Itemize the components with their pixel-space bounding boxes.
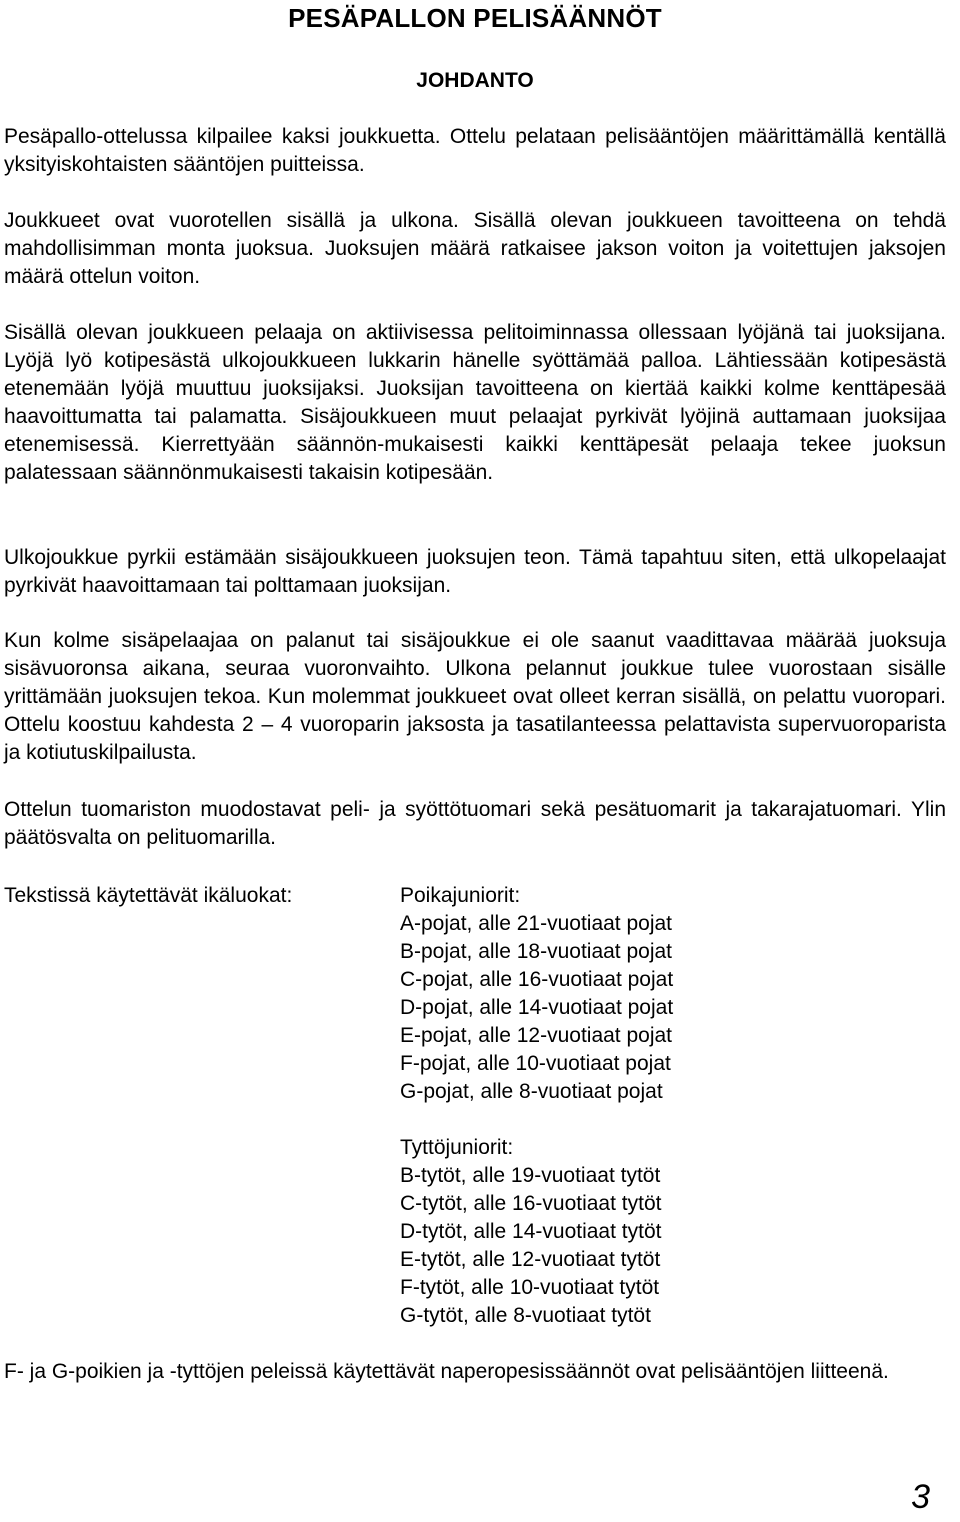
boys-class-item: G-pojat, alle 8-vuotiaat pojat — [400, 1080, 663, 1103]
boys-class-item: B-pojat, alle 18-vuotiaat pojat — [400, 940, 673, 963]
paragraph-innings: Kun kolme sisäpelaajaa on palanut tai sisäjoukkue ei ole saanut vaadittavaa määrää juoksuja sisävuoronsa aikana, seuraa vuoronvaihto. Ulkona pelannut joukkue tulee vuorostaan sisälle yrittämään juoksujen tekoa. Kun molemmat joukkueet ovat olleet kerran sisällä, on pelattu vuoropari. Ottelu koostuu kahdesta 2 – 4 vuoroparin jaksosta ja tasatilanteessa pelattavista supervuoroparista ja kotiutuskilpailusta. — [4, 629, 946, 764]
document-title: PESÄPALLON PELISÄÄNNÖT — [288, 3, 662, 33]
girls-class-item: B-tytöt, alle 19-vuotiaat tytöt — [400, 1164, 661, 1187]
paragraph-batting-team: Sisällä olevan joukkueen pelaaja on aktiivisessa pelitoiminnassa ollessaan lyöjänä tai juoksijana. Lyöjä lyö kotipesästä ulkojoukkueen lukkarin hänelle syöttämää palloa. Lähtiessään kotipesästä etenemään lyöjä muuttuu juoksijaksi. Juoksijan tavoitteena on kiertää kaikki kolme kenttäpesää haavoittumatta tai palamatta. Sisäjoukkueen muut pelaajat pyrkivät lyöjinä auttamaan juoksijaa etenemisessä. Kierrettyään säännön-mukaisesti kaikki kenttäpesät pelaaja tekee juoksun palatessaan säännönmukaisesti takaisin kotipesään. — [4, 321, 946, 484]
girls-class-item: D-tytöt, alle 14-vuotiaat tytöt — [400, 1220, 662, 1243]
paragraph-teams: Joukkueet ovat vuorotellen sisällä ja ulkona. Sisällä olevan joukkueen tavoitteena on tehdä mahdollisimman monta juoksua. Juoksujen määrä ratkaisee jakson voiton ja voitettujen jaksojen määrä ottelun voiton. — [4, 209, 946, 288]
section-heading: JOHDANTO — [416, 69, 534, 92]
girls-class-item: C-tytöt, alle 16-vuotiaat tytöt — [400, 1192, 662, 1215]
girls-class-item: E-tytöt, alle 12-vuotiaat tytöt — [400, 1248, 661, 1271]
page-number: 3 — [911, 1478, 930, 1516]
paragraph-footer-note: F- ja G-poikien ja -tyttöjen peleissä käytettävät naperopesissäännöt ovat pelisääntöjen liitteenä. — [4, 1360, 889, 1383]
age-classes-label: Tekstissä käytettävät ikäluokat: — [4, 884, 293, 907]
boys-class-item: A-pojat, alle 21-vuotiaat pojat — [400, 912, 673, 935]
paragraph-fielding-team: Ulkojoukkue pyrkii estämään sisäjoukkueen juoksujen teon. Tämä tapahtuu siten, että ulkopelaajat pyrkivät haavoittamaan tai polttamaan juoksijan. — [4, 546, 946, 597]
boys-age-group — [400, 882, 673, 1106]
paragraph-umpires: Ottelun tuomariston muodostavat peli- ja syöttötuomari sekä pesätuomarit ja takarajatuomari. Ylin päätösvalta on pelituomarilla. — [4, 798, 946, 849]
paragraph-intro: Pesäpallo-ottelussa kilpailee kaksi joukkuetta. Ottelu pelataan pelisääntöjen määrittämällä kentällä yksityiskohtaisten sääntöjen puitteissa. — [4, 125, 946, 176]
girls-class-item: G-tytöt, alle 8-vuotiaat tytöt — [400, 1304, 651, 1327]
boys-heading: Poikajuniorit: — [400, 884, 521, 907]
boys-class-item: D-pojat, alle 14-vuotiaat pojat — [400, 996, 674, 1019]
girls-class-item: F-tytöt, alle 10-vuotiaat tytöt — [400, 1276, 660, 1299]
boys-class-item: F-pojat, alle 10-vuotiaat pojat — [400, 1052, 671, 1075]
boys-class-item: E-pojat, alle 12-vuotiaat pojat — [400, 1024, 673, 1047]
girls-age-group — [400, 1134, 661, 1330]
girls-heading: Tyttöjuniorit: — [400, 1136, 514, 1159]
boys-class-item: C-pojat, alle 16-vuotiaat pojat — [400, 968, 674, 991]
